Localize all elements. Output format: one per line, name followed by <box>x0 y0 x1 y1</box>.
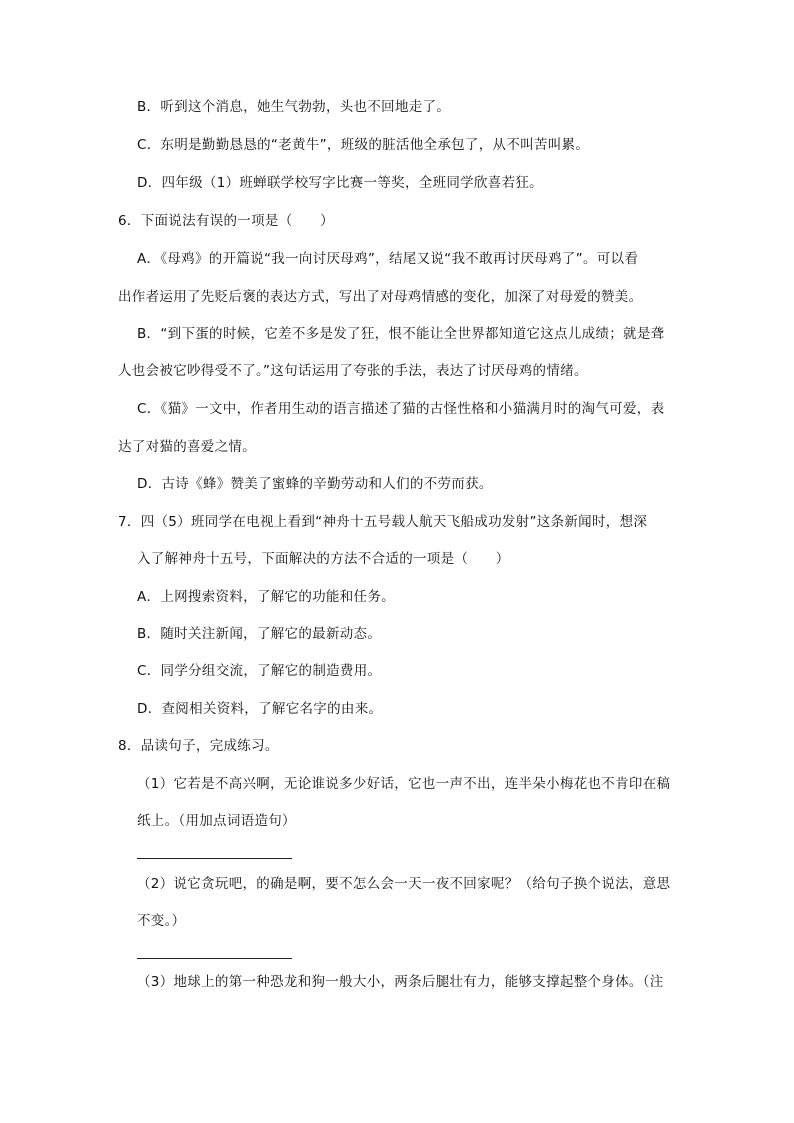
item-8-2-line1: （2）说它贪玩吧，的确是啊，要不怎么会一天一夜不回家呢？（给句子换个说法，意思 <box>137 876 671 892</box>
question-7-line2: 入了解神舟十五号，下面解决的方法不合适的一项是（ ） <box>137 551 510 567</box>
option-7a: A．上网搜索资料，了解它的功能和任务。 <box>137 589 395 605</box>
option-7d: D．查阅相关资料，了解它名字的由来。 <box>137 701 383 717</box>
option-6b-line1: B．“到下蛋的时候，它差不多是发了狂，恨不能让全世界都知道它这点儿成绩；就是聋 <box>137 326 665 342</box>
option-6d: D．古诗《蜂》赞美了蜜蜂的辛勤劳动和人们的不劳而获。 <box>137 476 493 492</box>
item-8-3-line1: （3）地球上的第一种恐龙和狗一般大小，两条后腿壮有力，能够支撑起整个身体。（注 <box>137 974 664 990</box>
option-6c-line2: 达了对猫的喜爱之情。 <box>118 439 256 455</box>
item-8-1-line2: 纸上。（用加点词语造句） <box>137 813 296 829</box>
option-6c-line1: C．《猫》一文中，作者用生动的语言描述了猫的古怪性格和小猫满月时的淘气可爱，表 <box>137 401 665 417</box>
option-6a-line1: A．《母鸡》的开篇说“我一向讨厌母鸡”，结尾又说“我不敢再讨厌母鸡了”。可以看 <box>137 251 639 267</box>
option-5c: C．东明是勤勤恳恳的“老黄牛”，班级的脏活他全承包了，从不叫苦叫累。 <box>137 137 590 153</box>
answer-line-2[interactable] <box>137 958 292 959</box>
option-7b: B．随时关注新闻，了解它的最新动态。 <box>137 626 382 642</box>
question-7-line1: 7．四（5）班同学在电视上看到“神舟十五号载人航天飞船成功发射”这条新闻时，想深 <box>118 514 648 530</box>
option-6a-line2: 出作者运用了先贬后褒的表达方式，写出了对母鸡情感的变化，加深了对母爱的赞美。 <box>118 289 643 305</box>
option-7c: C．同学分组交流，了解它的制造费用。 <box>137 663 382 679</box>
item-8-1-line1: （1）它若是不高兴啊，无论谁说多少好话，它也一声不出，连半朵小梅花也不肯印在稿 <box>137 776 671 792</box>
question-8: 8．品读句子，完成练习。 <box>118 738 279 754</box>
answer-line-1[interactable] <box>137 858 292 859</box>
option-5b: B．听到这个消息，她生气勃勃，头也不回地走了。 <box>137 99 451 115</box>
option-6b-line2: 人也会被它吵得受不了。”这句话运用了夸张的手法，表达了讨厌母鸡的情绪。 <box>118 363 588 379</box>
option-5d: D．四年级（1）班蝉联学校写字比赛一等奖，全班同学欣喜若狂。 <box>137 175 543 191</box>
item-8-2-line2: 不变。） <box>137 913 186 929</box>
question-6: 6．下面说法有误的一项是（ ） <box>118 213 334 229</box>
